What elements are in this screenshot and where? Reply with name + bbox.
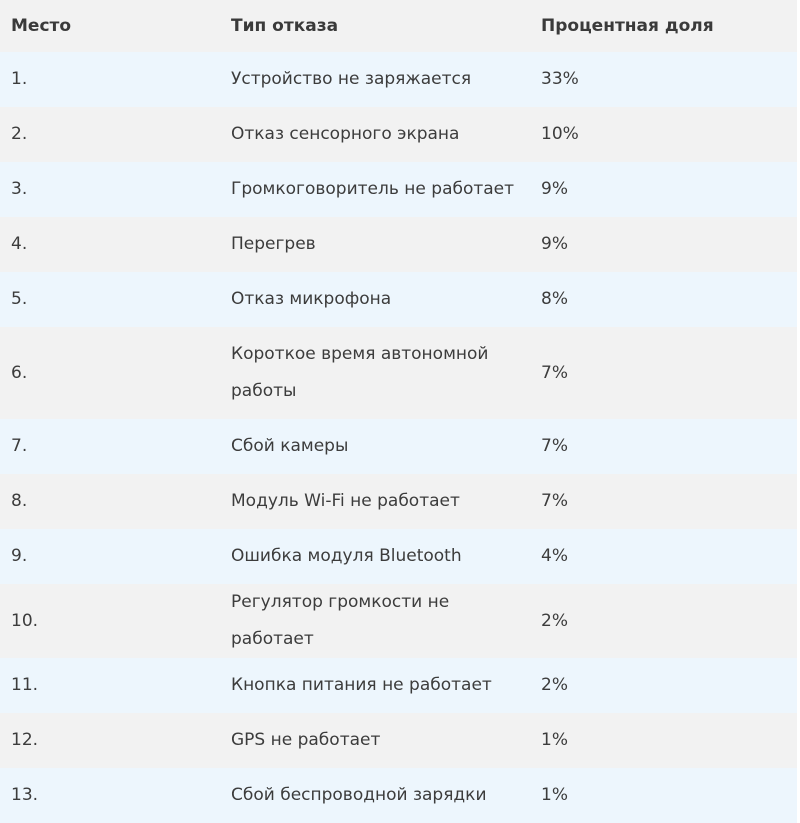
table-row: [0, 584, 797, 658]
cell-failure-type: Ошибка модуля Bluetooth: [220, 529, 530, 584]
table-row: [0, 474, 797, 529]
cell-share: 33%: [530, 52, 797, 107]
cell-failure-type: GPS не работает: [220, 713, 530, 768]
cell-share: 4%: [530, 529, 797, 584]
cell-place: 11.: [0, 658, 220, 713]
table-row: [0, 52, 797, 107]
cell-failure-type: Короткое время автономной работы: [220, 327, 530, 419]
cell-failure-type: Сбой камеры: [220, 419, 530, 474]
cell-place: 10.: [0, 584, 220, 658]
cell-place: 1.: [0, 52, 220, 107]
table-row: [0, 272, 797, 327]
column-header-place: Место: [0, 0, 220, 52]
table-row: [0, 529, 797, 584]
cell-share: 8%: [530, 272, 797, 327]
cell-place: 6.: [0, 327, 220, 419]
cell-share: 2%: [530, 584, 797, 658]
table-row: [0, 419, 797, 474]
cell-place: 8.: [0, 474, 220, 529]
cell-place: 13.: [0, 768, 220, 823]
cell-share: 7%: [530, 419, 797, 474]
cell-place: 2.: [0, 107, 220, 162]
cell-place: 4.: [0, 217, 220, 272]
table-row: [0, 713, 797, 768]
table-row: [0, 327, 797, 419]
table-row: [0, 658, 797, 713]
table-row: [0, 162, 797, 217]
table-row: [0, 107, 797, 162]
cell-failure-type: Сбой беспроводной зарядки: [220, 768, 530, 823]
header-row: [0, 0, 797, 52]
cell-share: 9%: [530, 162, 797, 217]
cell-place: 9.: [0, 529, 220, 584]
cell-share: 7%: [530, 327, 797, 419]
cell-failure-type: Отказ сенсорного экрана: [220, 107, 530, 162]
table-body: [0, 52, 797, 823]
cell-failure-type: Громкоговоритель не работает: [220, 162, 530, 217]
cell-share: 1%: [530, 768, 797, 823]
cell-share: 9%: [530, 217, 797, 272]
cell-failure-type: Отказ микрофона: [220, 272, 530, 327]
cell-place: 12.: [0, 713, 220, 768]
cell-failure-type: Регулятор громкости не работает: [220, 584, 530, 658]
column-header-failure-type: Тип отказа: [220, 0, 530, 52]
cell-failure-type: Устройство не заряжается: [220, 52, 530, 107]
column-header-share: Процентная доля: [530, 0, 797, 52]
table-row: [0, 217, 797, 272]
cell-share: 10%: [530, 107, 797, 162]
cell-place: 5.: [0, 272, 220, 327]
cell-share: 7%: [530, 474, 797, 529]
cell-place: 3.: [0, 162, 220, 217]
cell-place: 7.: [0, 419, 220, 474]
cell-failure-type: Перегрев: [220, 217, 530, 272]
cell-failure-type: Модуль Wi-Fi не работает: [220, 474, 530, 529]
cell-share: 2%: [530, 658, 797, 713]
table-header: [0, 0, 797, 52]
cell-share: 1%: [530, 713, 797, 768]
cell-failure-type: Кнопка питания не работает: [220, 658, 530, 713]
